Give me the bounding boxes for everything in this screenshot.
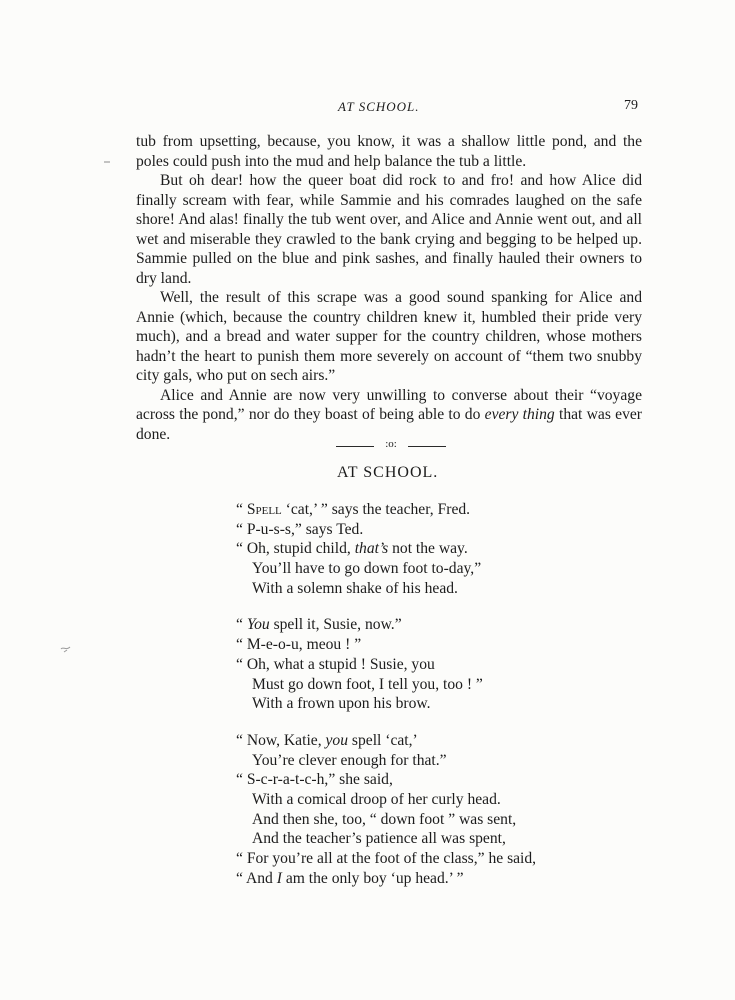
line-text: spell ‘cat,’ bbox=[348, 731, 418, 749]
poem-line bbox=[236, 539, 536, 559]
poem-line: With a frown upon his brow. bbox=[252, 695, 431, 713]
paragraph: Well, the result of this scrape was a good sound spanking for Alice and Annie (which, because the country children knew it, humbled their pride very much), and a bread and water supper for the country children, whose mothers hadn’t the heart to punish them more severely on account of “them two snubby city gals, who put on sech airs.” bbox=[136, 289, 642, 384]
running-head: AT SCHOOL. bbox=[338, 99, 420, 114]
paragraph-text: that was ever done. bbox=[136, 406, 642, 443]
smallcaps-text: Spell bbox=[246, 501, 282, 518]
line-text: not the way. bbox=[388, 540, 468, 558]
divider-rule bbox=[336, 446, 374, 447]
paragraph-continued: tub from upsetting, because, you know, it was a shallow little pond, and the poles could push into the mud and help balance the tub a little. bbox=[136, 133, 642, 170]
poem-line: “ P-u-s-s,” says Ted. bbox=[236, 520, 364, 538]
prose-section bbox=[136, 132, 642, 444]
poem-line: “ S-c-r-a-t-c-h,” she said, bbox=[236, 771, 393, 789]
poem-line bbox=[236, 500, 536, 520]
poem-line bbox=[236, 869, 536, 889]
poem-line: “ M-e-o-u, meou ! ” bbox=[236, 636, 362, 654]
page-number: 79 bbox=[624, 98, 638, 113]
section-divider bbox=[336, 438, 446, 454]
poem-line: “ For you’re all at the foot of the class,” he said, bbox=[236, 850, 537, 867]
stanza bbox=[236, 500, 536, 598]
emphasis-text: every thing bbox=[484, 406, 555, 423]
line-text: am the only boy ‘up head.’ ” bbox=[281, 869, 464, 887]
emphasis-text: you bbox=[325, 731, 349, 749]
paragraph-final bbox=[136, 386, 642, 445]
line-text: “ Now, Katie, bbox=[236, 731, 326, 749]
line-text: “ bbox=[236, 501, 247, 518]
stanza bbox=[236, 615, 536, 713]
poem-title: AT SCHOOL. bbox=[337, 464, 439, 481]
line-text: “ bbox=[236, 616, 247, 634]
poem-line: You’re clever enough for that.” bbox=[252, 751, 447, 769]
divider-ornament: :o: bbox=[385, 438, 397, 450]
poem-line: With a comical droop of her curly head. bbox=[252, 790, 501, 808]
line-text: “ Oh, stupid child, bbox=[236, 540, 355, 558]
stanza bbox=[236, 731, 536, 889]
line-text: ‘cat,’ ” says the teacher, Fred. bbox=[281, 501, 471, 518]
poem-line: With a solemn shake of his head. bbox=[252, 579, 458, 597]
paragraph: But oh dear! how the queer boat did rock to and fro! and how Alice did finally scream with fear, while Sammie and his comrades laughed on the safe shore! And alas! finally the tub went over, and Alice and Annie went out, and all wet and miserable they crawled to the bank crying and begging to be helped up. Sammie pulled on the blue and pink sashes, and finally hauled their owners to dry land. bbox=[136, 172, 642, 287]
divider-rule bbox=[408, 446, 446, 447]
scan-speck-mark bbox=[104, 160, 110, 164]
poem-line: And the teacher’s patience all was spent, bbox=[252, 830, 506, 848]
poem bbox=[236, 500, 536, 905]
poem-line bbox=[236, 731, 536, 751]
emphasis-text: You bbox=[246, 616, 270, 634]
scan-speck-mark bbox=[58, 640, 74, 656]
poem-line: Must go down foot, I tell you, too ! ” bbox=[252, 675, 483, 693]
poem-line bbox=[236, 615, 536, 635]
poem-line: And then she, too, “ down foot ” was sent, bbox=[252, 810, 517, 828]
poem-line: You’ll have to go down foot to-day,” bbox=[252, 560, 482, 578]
line-text: “ And bbox=[236, 869, 277, 887]
poem-line: “ Oh, what a stupid ! Susie, you bbox=[236, 655, 435, 673]
paragraph-text: Alice and Annie are now very unwilling to converse about their “voyage across the pond,” nor do they boast of being able to do bbox=[136, 386, 642, 423]
line-text: spell it, Susie, now.” bbox=[269, 616, 402, 634]
emphasis-text: I bbox=[276, 869, 282, 887]
emphasis-text: that’s bbox=[354, 540, 389, 558]
